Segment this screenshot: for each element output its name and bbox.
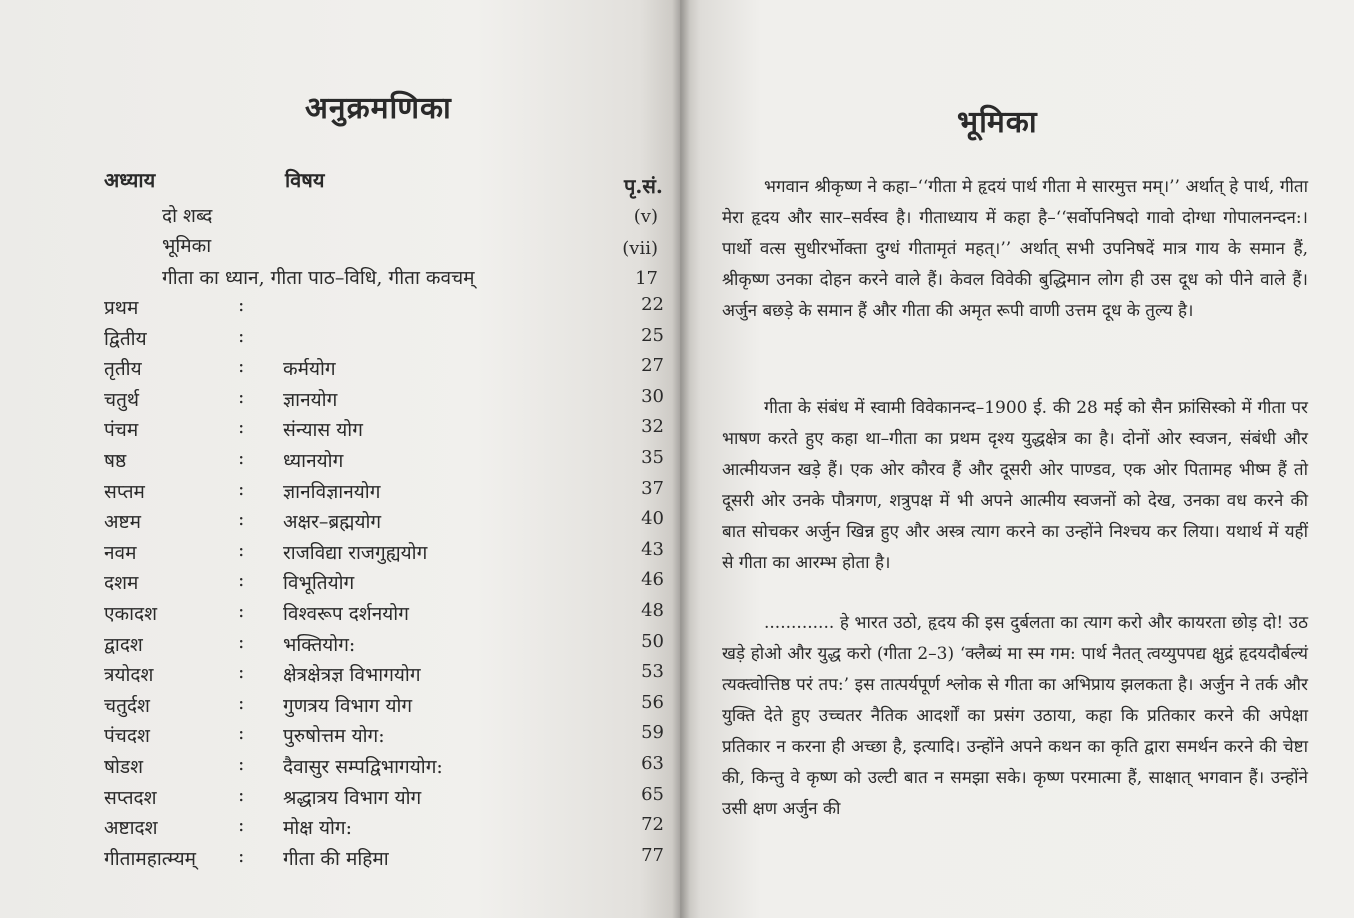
chapter-title: गुणत्रय विभाग योग <box>283 694 413 717</box>
page-number: 40 <box>641 508 664 530</box>
toc-row <box>0 355 680 385</box>
page-number: 65 <box>641 783 664 805</box>
book-gutter <box>672 0 690 918</box>
separator: : <box>238 569 245 592</box>
chapter-number: गीतामहात्म्यम् <box>104 847 197 870</box>
chapter-title: मोक्ष योग: <box>283 817 352 840</box>
separator: : <box>238 600 245 622</box>
chapter-title: ध्यानयोग <box>283 450 344 472</box>
page-number: 72 <box>641 814 664 836</box>
paragraph: गीता के संबंध में स्वामी विवेकानन्द–1900 ई. की 28 मई को सैन फ्रांसिस्को में गीता पर भाषण करते हुए कहा था–गीता का प्रथम दृश्य युद्धक्षेत्र का है। दोनों ओर स्वजन, संबंधी और आत्मीयजन खड़े हैं। एक ओर कौरव हैं और दूसरी ओर पाण्डव, एक ओर पितामह भीष्म हैं तो दूसरी ओर उनके पौत्रगण, शत्रुपक्ष में भी अपने आत्मीय स्वजनों को देख, उनका वध करने की बात सोचकर अर्जुन खिन्न हुए और अस्त्र त्याग करने का उन्होंने निश्चय कर लिया। यथार्थ में यहीं से गीता का आरम्भ होता है। <box>722 398 1308 573</box>
page-number: 48 <box>641 600 664 621</box>
toc-row <box>0 753 680 783</box>
chapter-number: षष्ठ <box>104 450 127 472</box>
chapter-number: सप्तम <box>104 480 145 503</box>
chapter-title: गीता की महिमा <box>283 847 389 870</box>
page-number: 32 <box>641 416 664 438</box>
toc-row <box>0 631 680 661</box>
front-matter-page: (vii) <box>622 238 658 259</box>
introduction-title: भूमिका <box>957 105 1038 140</box>
page-number: 43 <box>641 538 664 560</box>
page-number: 22 <box>641 294 664 315</box>
page-number: 27 <box>641 355 664 377</box>
page-number: 56 <box>641 691 664 713</box>
separator: : <box>238 814 245 837</box>
page-number: 59 <box>641 722 664 744</box>
front-matter-label: दो शब्द <box>162 205 213 227</box>
toc-row <box>0 508 680 538</box>
chapter-title: ज्ञानविज्ञानयोग <box>283 480 381 503</box>
chapter-title: क्षेत्रक्षेत्रज्ञ विभागयोग <box>283 664 421 687</box>
paragraph: भगवान श्रीकृष्ण ने कहा–‘‘गीता मे हृदयं पार्थ गीता मे सारमुत्त मम्।’’ अर्थात् हे पार्थ, गीता मेरा हृदय और सार–सर्वस्व है। गीताध्याय में कहा है–‘‘सर्वोपनिषदो गावो दोग्धा गोपालनन्दन:। पार्थो वत्स सुधीरर्भोक्ता दुग्धं गीतामृतं महत्।’’ अर्थात् सभी उपनिषदें मात्र गाय के समान हैं, श्रीकृष्ण उनका दोहन करने वाले हैं। केवल विवेकी बुद्धिमान लोग ही उस दूध को पीने वाले हैं। अर्जुन बछड़े के समान हैं और गीता की अमृत रूपी वाणी उत्तम दूध के तुल्य है। <box>722 177 1308 321</box>
toc-row <box>0 447 680 477</box>
separator: : <box>238 538 245 561</box>
index-title: अनुक्रमणिका <box>305 91 452 126</box>
chapter-number: पंचम <box>104 419 139 442</box>
page-number: 30 <box>641 385 664 407</box>
toc-row <box>0 600 680 630</box>
front-matter-label: भूमिका <box>162 235 212 257</box>
separator: : <box>238 416 245 439</box>
separator: : <box>238 753 245 775</box>
chapter-number: अष्टादश <box>104 817 158 840</box>
chapter-number: द्वादश <box>104 633 143 656</box>
chapter-number: त्रयोदश <box>104 664 154 687</box>
chapter-title: विभूतियोग <box>283 572 355 595</box>
chapter-number: प्रथम <box>104 297 139 319</box>
separator: : <box>238 447 245 469</box>
chapter-number: चतुर्थ <box>104 388 140 411</box>
chapter-title: अक्षर–ब्रह्मयोग <box>283 511 382 534</box>
chapter-number: षोडश <box>104 756 143 778</box>
chapter-number: सप्तदश <box>104 786 157 809</box>
chapter-number: नवम <box>104 541 137 564</box>
separator: : <box>238 691 245 714</box>
page-number: 77 <box>641 844 664 866</box>
chapter-title: भक्तियोग: <box>283 633 356 656</box>
toc-row <box>0 386 680 416</box>
separator: : <box>238 477 245 500</box>
chapter-title: राजविद्या राजगुह्ययोग <box>283 541 428 564</box>
page-number: 53 <box>641 661 664 683</box>
chapter-title: संन्यास योग <box>283 419 363 442</box>
toc-row <box>0 784 680 814</box>
separator: : <box>238 324 245 347</box>
chapter-number: दशम <box>104 572 139 595</box>
chapter-title: पुरुषोत्तम योग: <box>283 725 385 748</box>
toc-row <box>0 294 680 324</box>
separator: : <box>238 783 245 806</box>
separator: : <box>238 508 245 531</box>
page-number: 35 <box>641 447 664 468</box>
toc-row <box>0 325 680 355</box>
toc-row <box>0 416 680 446</box>
chapter-title: दैवासुर सम्पद्विभागयोग: <box>283 756 443 778</box>
separator: : <box>238 844 245 867</box>
column-header-page: पृ.सं. <box>624 174 663 198</box>
chapter-number: अष्टम <box>104 511 141 534</box>
chapter-number: द्वितीय <box>104 327 147 350</box>
separator: : <box>238 630 245 653</box>
front-matter-label: गीता का ध्यान, गीता पाठ–विधि, गीता कवचम् <box>162 267 475 289</box>
chapter-title: ज्ञानयोग <box>283 388 338 411</box>
toc-row <box>0 661 680 691</box>
page-number: 37 <box>641 477 664 499</box>
separator: : <box>238 294 245 316</box>
front-matter-page: (v) <box>633 206 658 227</box>
separator: : <box>238 722 245 745</box>
toc-row <box>0 569 680 599</box>
chapter-title: विश्वरूप दर्शनयोग <box>283 603 409 625</box>
toc-row <box>0 845 680 875</box>
chapter-number: चतुर्दश <box>104 694 150 717</box>
paragraph: ............. हे भारत उठो, हृदय की इस दुर्बलता का त्याग करो और कायरता छोड़ दो! उठ खड़े होओ और युद्ध करो (गीता 2–3) ‘क्लैब्यं मा स्म गम: पार्थ नैतत् त्वय्युपपद्य क्षुद्रं हृदयदौर्बल्यं त्यक्त्वोत्तिष्ठ परं तप:’ इस तात्पर्यपूर्ण श्लोक से गीता का अभिप्राय झलकता है। अर्जुन ने तर्क और युक्ति देते हुए उच्चतर नैतिक आदर्शों का प्रसंग उठाया, कहा कि प्रतिकार करने की अपेक्षा प्रतिकार न करना ही अच्छा है, इत्यादि। उन्होंने अपने कथन का कृति द्वारा समर्थन करने की चेष्टा की, किन्तु वे कृष्ण को उल्टी बात न समझा सके। कृष्ण परमात्मा हैं, साक्षात् भगवान हैं। उन्होंने उसी क्षण अर्जुन की <box>722 613 1308 819</box>
toc-row <box>0 814 680 844</box>
page-number: 25 <box>641 324 664 346</box>
right-page-introduction <box>680 0 1354 918</box>
toc-row <box>0 722 680 752</box>
chapter-number: तृतीय <box>104 358 142 381</box>
toc-row <box>0 692 680 722</box>
column-header-subject: विषय <box>285 168 325 192</box>
toc-row <box>0 478 680 508</box>
page-number: 63 <box>641 753 664 774</box>
chapter-title: श्रद्धात्रय विभाग योग <box>283 786 422 809</box>
toc-row <box>0 539 680 569</box>
page-number: 50 <box>641 630 664 652</box>
chapter-number: पंचदश <box>104 725 150 748</box>
separator: : <box>238 661 245 684</box>
chapter-number: एकादश <box>104 603 158 625</box>
column-header-chapter: अध्याय <box>104 168 156 192</box>
separator: : <box>238 355 245 378</box>
page-number: 46 <box>641 569 664 591</box>
chapter-title: कर्मयोग <box>283 358 336 381</box>
separator: : <box>238 385 245 408</box>
front-matter-page: 17 <box>635 268 658 289</box>
